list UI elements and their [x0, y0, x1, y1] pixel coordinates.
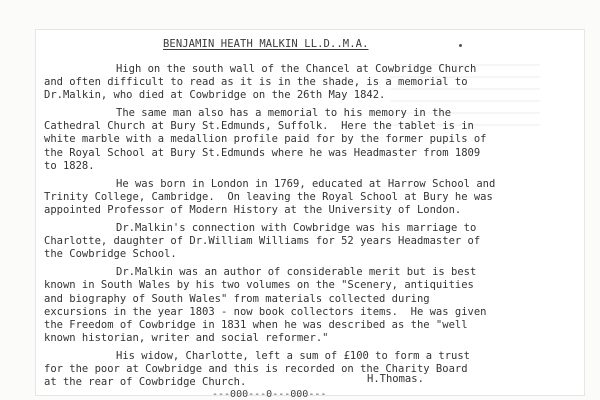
text-line: High on the south wall of the Chancel at Cowbridge Church — [116, 63, 477, 75]
text-line: known historian, writer and social reformer." — [44, 331, 329, 344]
text-line: Dr.Malkin's connection with Cowbridge was his marriage to — [116, 222, 477, 235]
document-title: BENJAMIN HEATH MALKIN LL.D..M.A. — [163, 38, 369, 50]
text-line: the Cowbridge School. — [44, 248, 177, 261]
text-line: appointed Professor of Modern History at the University of London. — [44, 203, 462, 216]
footer-rule: ---000---0---000--- — [212, 389, 327, 400]
text-line: and often difficult to read as it is in the shade, is a memorial to — [44, 76, 468, 89]
text-line: excursions in the year 1803 - now book collectors items. He was given — [44, 305, 487, 318]
text-line: at the rear of Cowbridge Church. — [44, 376, 247, 389]
text-line: The same man also has a memorial to his memory in the — [116, 107, 452, 120]
paragraph-education — [44, 178, 584, 217]
paragraph-memorial — [44, 63, 584, 102]
text-line: Cathedral Church at Bury St.Edmunds, Suffolk. Here the tablet is in — [44, 120, 474, 133]
paragraph-widow — [44, 350, 584, 389]
text-line: the Freedom of Cowbridge in 1831 when he was described as the "well — [44, 318, 468, 331]
text-line: He was born in London in 1769, educated at Harrow School and — [116, 177, 496, 190]
paragraph-marriage — [44, 222, 584, 261]
text-line: Charlotte, daughter of Dr.William Williams for 52 years Headmaster of — [44, 235, 481, 248]
text-line: His widow, Charlotte, left a sum of £100 to form a trust — [116, 349, 471, 362]
text-line: to 1828. — [44, 159, 95, 172]
text-line: Trinity College, Cambridge. On leaving the Royal School at Bury he was — [44, 190, 493, 203]
paragraph-author — [44, 266, 584, 345]
text-line: known in South Wales by his two volumes on the "Scenery, antiquities — [44, 279, 474, 292]
document-body — [44, 63, 584, 394]
text-line: Dr.Malkin, who died at Cowbridge on the 26th May 1842. — [44, 89, 386, 102]
ink-speck — [459, 44, 462, 47]
text-line: Dr.Malkin was an author of considerable merit but is best — [116, 266, 477, 279]
text-line: and biography of South Wales" from materials collected during — [44, 292, 430, 305]
text-line: for the poor at Cowbridge and this is recorded on the Charity Board — [44, 362, 468, 375]
text-line: white marble with a medallion profile paid for by the former pupils of — [44, 133, 487, 146]
signature: H.Thomas. — [367, 373, 424, 385]
paragraph-bury-memorial — [44, 107, 584, 172]
text-line: the Royal School at Bury St.Edmunds where he was Headmaster from 1809 — [44, 146, 481, 159]
